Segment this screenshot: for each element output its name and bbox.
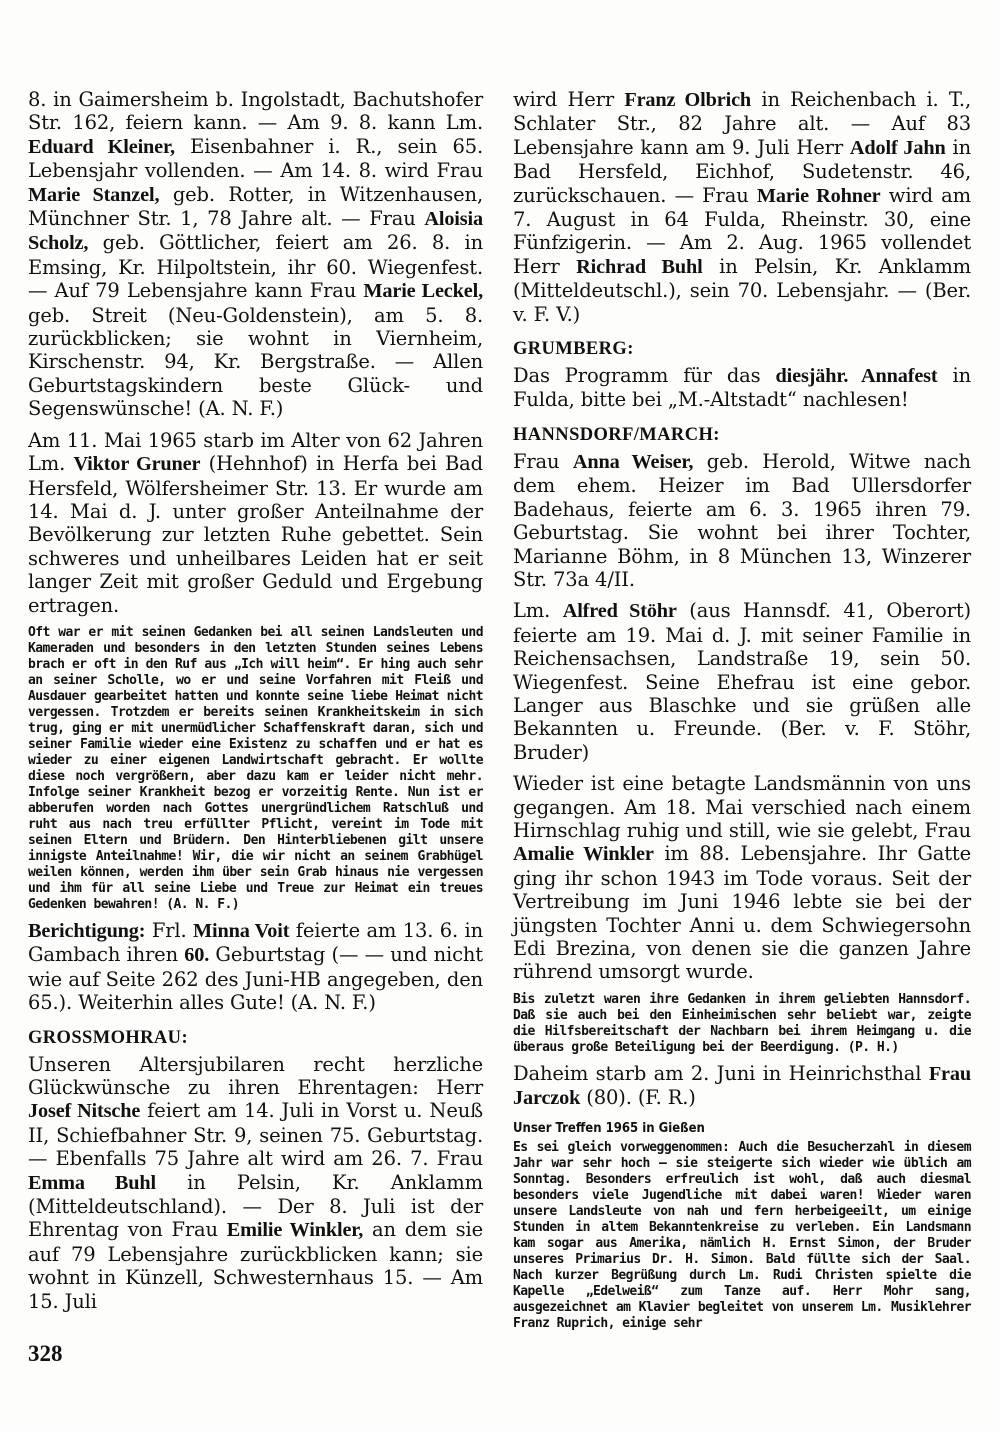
- heading-grumberg: GRUMBERG:: [513, 339, 634, 360]
- obituary-jarczok-paragraph: Daheim starb am 2. Juni in Heinrichsthal Frau Jarczok (80). (F. R.): [513, 1061, 971, 1110]
- obituary-winkler-paragraph: Wieder ist eine betagte Landsmännin von uns gegangen. Am 18. Mai verschied nach einem Hirnschlag ruhig und still, wie sie gelebt, Frau Amalie Winkler im 88. Lebensjahre. Ihr Gatte ging ihr schon 1943 im Tode voraus. Seit der Vertreibung im Juni 1946 lebte sie bei der jüngsten Tochter Anni u. dem Schwiegersohn Edi Brezina, von denen sie die ganzen Jahre rührend umsorgt wurde.: [513, 772, 971, 984]
- grumberg-paragraph: Das Programm für das diesjähr. Annafest in Fulda, bitte bei „M.-Altstadt“ nachlesen!: [513, 364, 972, 412]
- birthday-notices-paragraph: 8. in Gaimersheim b. Ingolstadt, Bachutshofer Str. 162, feiern kann. — Am 9. 8. kann Lm. Eduard Kleiner, Eisenbahner i. R., sein 65. Lebensjahr vollenden. — Am 14. 8. wird Frau Marie Stanzel, geb. Rotter, in Witzenhausen, Münchner Str. 1, 78 Jahre alt. — Frau Aloisia Scholz, geb. Göttlicher, feiert am 26. 8. in Emsing, Kr. Hilpoltstein, ihr 60. Wiegenfest. — Auf 79 Lebensjahre kann Frau Marie Leckel, geb. Streit (Neu-Goldenstein), am 5. 8. zurückblicken; sie wohnt in Viernheim, Kirschenstr. 94, Kr. Bergstraße. — Allen Geburtstagskindern beste Glück- und Segenswünsche! (A. N. F.): [28, 88, 484, 421]
- obituary-gruner-small-text: Oft war er mit seinen Gedanken bei all seinen Landsleuten und Kameraden und besonders in den letzten Stunden seines Lebens brach er oft in den Ruf aus „Ich will heim“. Er hing auch sehr an seiner Scholle, wo er und seine Vorfahren mit Fleiß und Ausdauer gearbeitet hatten und konnte seine liebe Heimat nicht vergessen. Trotzdem er bereits seinen Krankheitskeim in sich trug, ging er mit unermüdlicher Schaffenskraft daran, sich und seiner Familie wieder eine Existenz zu schaffen und er hat es wieder zu einer eigenen Landwirtschaft gebracht. Er wollte diese noch vergrößern, aber dazu kam er leider nicht mehr. Infolge seiner Krankheit bezog er vorzeitig Rente. Nun ist er abberufen worden nach Gottes unergründlichem Ratschluß und ruht aus nach treu erfüllter Pflicht, vereint im Tode mit seinen Eltern und Brüdern. Den Hinterbliebenen gilt unsere innigste Anteilnahme! Wir, die wir nicht an seinem Grabhügel weilen können, werden ihm über sein Grab hinaus nie vergessen und ihm für all seine Liebe und Treue zur Heimat ein treues Gedenken bewahren! (A. N. F.): [28, 624, 483, 912]
- page-number: 328: [28, 1341, 63, 1366]
- left-column: [28, 88, 483, 1321]
- right-column: [513, 88, 971, 1338]
- obituary-winkler-small-text: Bis zuletzt waren ihre Gedanken in ihrem geliebten Hannsdorf. Daß sie auch bei den Einheimischen sehr beliebt war, zeigte die Hilfsbereitschaft der Nachbarn bei ihrem Heimgang u. die überaus große Beteiligung bei der Beerdigung. (P. H.): [513, 991, 971, 1055]
- heading-hannsdorf-march: HANNSDORF/MARCH:: [513, 424, 720, 445]
- heading-grossmohrau: GROSSMOHRAU:: [28, 1027, 188, 1048]
- obituary-gruner-paragraph: Am 11. Mai 1965 starb im Alter von 62 Jahren Lm. Viktor Gruner (Hehnhof) in Herfa bei Bad Hersfeld, Wölfersheimer Str. 13. Er wurde am 14. Mai d. J. unter großer Anteilnahme der Bevölkerung zur letzten Ruhe gebettet. Sein schweres und unheilbares Leiden hat er seit langer Zeit mit großer Geduld und Ergebung ertragen.: [28, 428, 483, 617]
- stoehr-paragraph: Lm. Alfred Stöhr (aus Hannsdf. 41, Oberort) feierte am 19. Mai d. J. mit seiner Familie in Reichensachsen, Landstraße 19, sein 50. Wiegenfest. Seine Ehefrau ist eine gebor. Langer aus Blaschke und sie grüßen alle Bekannten u. Freunde. (Ber. v. F. Stöhr, Bruder): [513, 599, 971, 764]
- grossmohrau-paragraph: Unseren Altersjubilaren recht herzliche Glückwünsche zu ihren Ehrentagen: Herr Josef Nitsche feiert am 14. Juli in Vorst u. Neuß II, Schiefbahner Str. 9, seinen 75. Geburtstag. — Ebenfalls 75 Jahre alt wird am 26. 7. Frau Emma Buhl in Pelsin, Kr. Anklamm (Mitteldeutschland). — Der 8. Juli ist der Ehrentag von Frau Emilie Winkler, an dem sie auf 79 Lebensjahre zurückblicken kann; sie wohnt in Künzell, Schwesternhaus 15. — Am 15. Juli: [28, 1052, 483, 1313]
- treffen-report-small-text: Es sei gleich vorweggenommen: Auch die Besucherzahl in diesem Jahr war sehr hoch — sie steigerte sich wieder wie üblich am Sonntag. Besonders erfreulich ist wohl, daß auch diesmal besonders viele Jugendliche mit dabei waren! Wieder waren unsere Landsleute von nah und fern herbeigeeilt, um einige Stunden in altem Bekanntenkreise zu verleben. Ein Landsmann kam sogar aus Amerika, nämlich H. Ernst Simon, der Bruder unseres Primarius Dr. H. Simon. Bald füllte sich der Saal. Nach kurzer Begrüßung durch Lm. Rudi Christen spielte die Kapelle „Edelweiß“ zum Tanze auf. Herr Mohr sang, ausgezeichnet am Klavier begleitet von unserem Lm. Musiklehrer Franz Ruprich, einige sehr: [513, 1139, 971, 1331]
- correction-paragraph: Berichtigung: Frl. Minna Voit feierte am 13. 6. in Gambach ihren 60. Geburtstag (— — und nicht wie auf Seite 262 des Juni-HB angegeben, den 65.). Weiterhin alles Gute! (A. N. F.): [28, 918, 483, 1015]
- weiser-paragraph: Frau Anna Weiser, geb. Herold, Witwe nach dem ehem. Heizer im Bad Ullersdorfer Badehaus, feierte am 6. 3. 1965 ihren 79. Geburtstag. Sie wohnt bei ihrer Tochter, Marianne Böhm, in 8 München 13, Winzerer Str. 73a 4/II.: [513, 449, 971, 591]
- heading-treffen-giessen: Unser Treffen 1965 in Gießen: [513, 1120, 705, 1136]
- birthday-continuation-paragraph: wird Herr Franz Olbrich in Reichenbach i. T., Schlater Str., 82 Jahre alt. — Auf 83 Lebensjahre kann am 9. Juli Herr Adolf Jahn in Bad Hersfeld, Eichhof, Sudetenstr. 46, zurückschauen. — Frau Marie Rohner wird am 7. August in 64 Fulda, Rheinstr. 30, eine Fünfzigerin. — Am 2. Aug. 1965 vollendet Herr Richrad Buhl in Pelsin, Kr. Anklamm (Mitteldeutschl.), sein 70. Lebensjahr. — (Ber. v. F. V.): [513, 88, 972, 326]
